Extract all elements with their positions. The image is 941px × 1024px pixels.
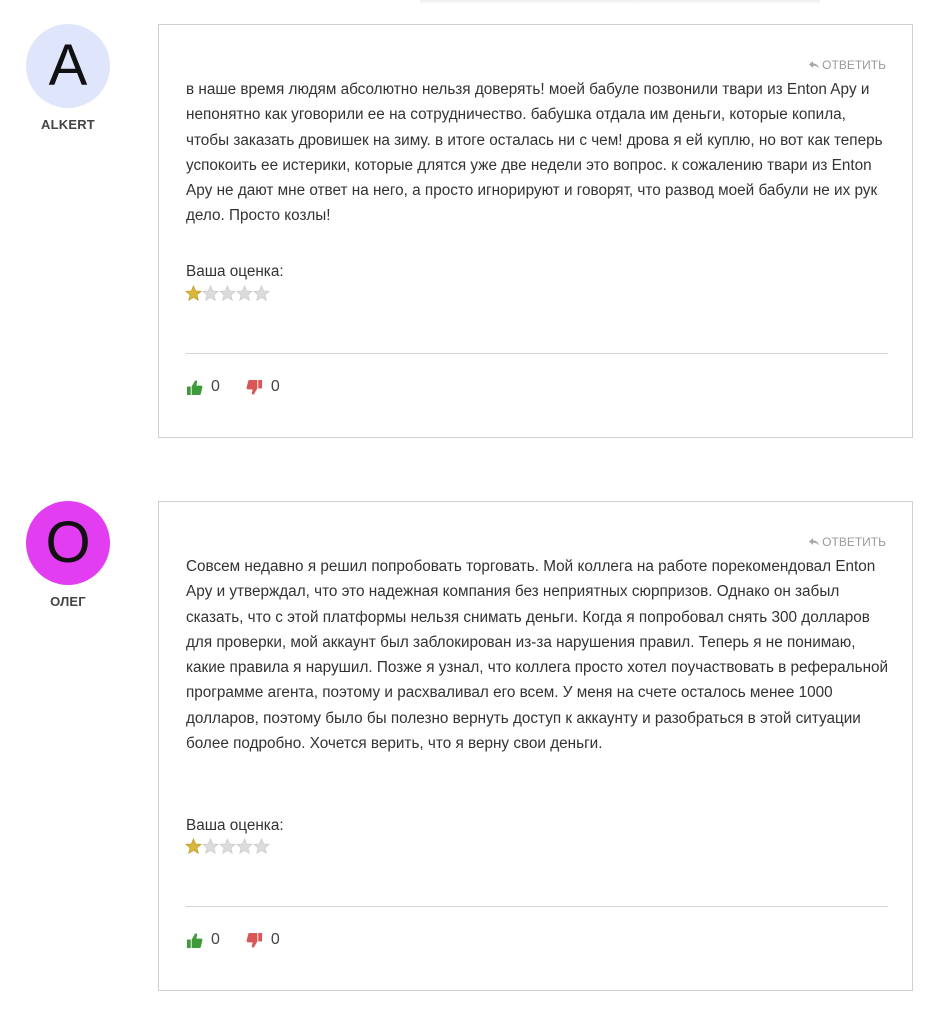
thumbs-down-icon [246, 932, 263, 949]
star-icon[interactable] [202, 838, 219, 855]
star-icon[interactable] [236, 838, 253, 855]
star-icon[interactable] [236, 285, 253, 302]
review-author [26, 501, 110, 609]
reply-button[interactable] [808, 535, 886, 549]
star-icon[interactable] [185, 285, 202, 302]
vote-bar [186, 931, 306, 949]
author-name: ALKERT [41, 117, 95, 132]
reply-label: ОТВЕТИТЬ [822, 58, 886, 72]
rating-label: Ваша оценка: [186, 817, 284, 834]
divider [186, 906, 888, 907]
review-card [158, 24, 913, 438]
divider [186, 353, 888, 354]
reply-icon [808, 60, 820, 70]
star-icon[interactable] [219, 285, 236, 302]
star-icon[interactable] [253, 285, 270, 302]
rating-stars [185, 285, 270, 302]
reply-button[interactable] [808, 58, 886, 72]
vote-bar [186, 378, 306, 396]
reply-label: ОТВЕТИТЬ [822, 535, 886, 549]
dislike-count: 0 [270, 931, 280, 948]
author-name: ОЛЕГ [50, 594, 86, 609]
like-count: 0 [211, 378, 220, 395]
thumbs-up-icon [186, 379, 203, 396]
review-author [26, 24, 110, 132]
top-shadow [420, 0, 820, 4]
avatar: A [26, 24, 110, 108]
star-icon[interactable] [219, 838, 236, 855]
rating-stars [185, 838, 270, 855]
thumbs-up-icon [186, 932, 203, 949]
review-text: в наше время людям абсолютно нельзя доверять! моей бабуле позвонили твари из Enton Apy и непонятно как уговорили ее на сотрудничество. бабушка отдала им деньги, которые копила, чтобы заказать дровишек на зиму. в итоге осталась ни с чем! дрова я ей куплю, но вот как теперь успокоить ее истерики, которые длятся уже две недели это вопрос. к сожалению твари из Enton Apy не дают мне ответ на него, а просто игнорируют и говорят, что развод моей бабули не их рук дело. Просто козлы! [186, 81, 883, 225]
star-icon[interactable] [202, 285, 219, 302]
avatar: O [26, 501, 110, 585]
like-button[interactable] [186, 378, 220, 396]
dislike-button[interactable] [246, 931, 280, 949]
thumbs-down-icon [246, 379, 263, 396]
review-card [158, 501, 913, 991]
star-icon[interactable] [185, 838, 202, 855]
like-button[interactable] [186, 931, 220, 949]
star-icon[interactable] [253, 838, 270, 855]
like-count: 0 [211, 931, 220, 948]
dislike-count: 0 [270, 378, 280, 395]
review-text: Совсем недавно я решил попробовать торговать. Мой коллега на работе порекомендовал Enton Apy и утверждал, что это надежная компания без неприятных сюрпризов. Однако он забыл сказать, что с этой платформы нельзя снимать деньги. Когда я попробовал снять 300 долларов для проверки, мой аккаунт был заблокирован из-за нарушения правил. Теперь я не понимаю, какие правила я нарушил. Позже я узнал, что коллега просто хотел поучаствовать в реферальной программе агента, поэтому и расхваливал его всем. У меня на счете осталось менее 1000 долларов, поэтому было бы полезно вернуть доступ к аккаунту и разобраться в этой ситуации более подробно. Хочется верить, что я верну свои деньги. [186, 558, 889, 753]
reply-icon [808, 537, 820, 547]
dislike-button[interactable] [246, 378, 280, 396]
rating-label: Ваша оценка: [186, 263, 284, 280]
